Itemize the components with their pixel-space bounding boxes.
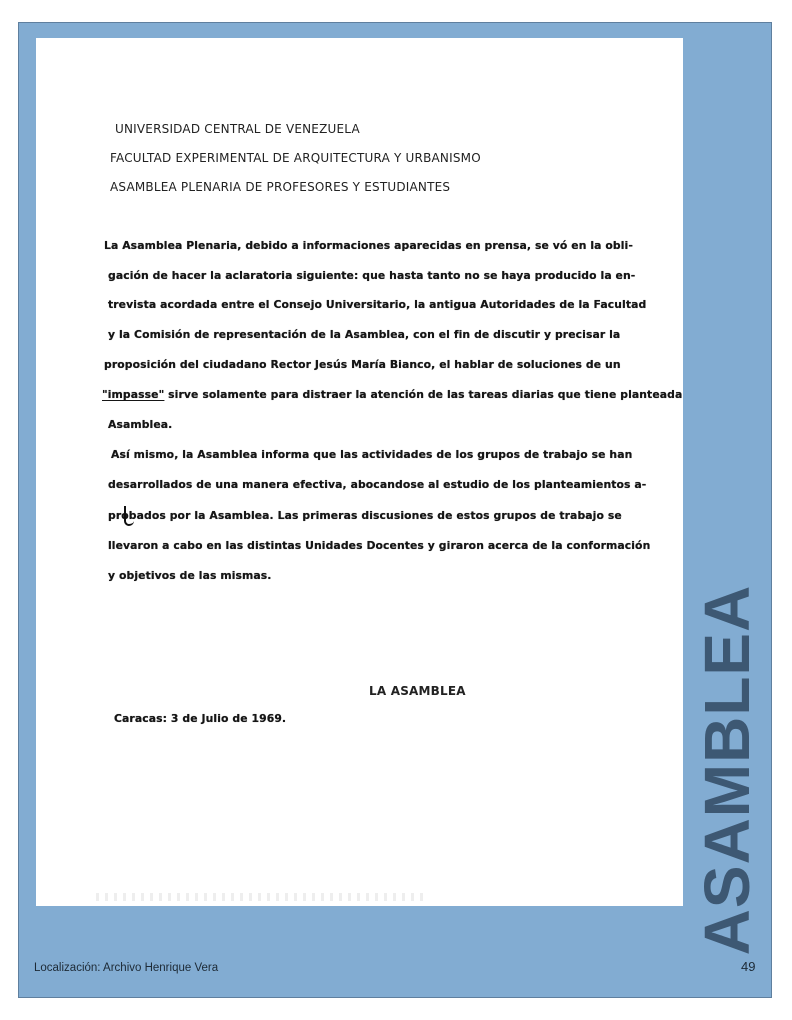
paragraph-1-line-4: y la Comisión de representación de la Asamblea, con el fin de discutir y precisar la — [108, 328, 621, 341]
paragraph-1-line-6-rest: sirve solamente para distraer la atención de las tareas diarias que tiene planteada — [164, 388, 683, 401]
archive-location: Localización: Archivo Henrique Vera — [34, 962, 219, 974]
paragraph-2-line-2: desarrollados de una manera efectiva, abocandose al estudio de los planteamientos a- — [108, 478, 647, 491]
scan-noise — [96, 893, 426, 901]
signature: LA ASAMBLEA — [369, 684, 466, 698]
header-line-1: UNIVERSIDAD CENTRAL DE VENEZUELA — [115, 122, 360, 136]
section-title-vertical: ASAMBLEA — [691, 584, 763, 956]
paragraph-1-line-3: trevista acordada entre el Consejo Universitario, la antigua Autoridades de la Facultad — [108, 298, 647, 311]
scanned-document — [36, 38, 683, 906]
paragraph-2-line-5: y objetivos de las mismas. — [108, 569, 272, 582]
paragraph-2-line-4: llevaron a cabo en las distintas Unidades Docentes y giraron acerca de la conformación — [108, 539, 651, 552]
paragraph-1-line-6 — [102, 388, 682, 401]
handwritten-mark — [124, 506, 134, 526]
impasse-word: "impasse" — [102, 388, 165, 401]
paragraph-2-line-1: Así mismo, la Asamblea informa que las actividades de los grupos de trabajo se han — [111, 448, 633, 461]
paragraph-1-line-1: La Asamblea Plenaria, debido a informaciones aparecidas en prensa, se vó en la obli- — [104, 239, 633, 252]
paragraph-2-line-3: probados por la Asamblea. Las primeras discusiones de estos grupos de trabajo se — [108, 509, 622, 522]
paragraph-1-line-2: gación de hacer la aclaratoria siguiente: que hasta tanto no se haya producido la en- — [108, 269, 636, 282]
header-line-2: FACULTAD EXPERIMENTAL DE ARQUITECTURA Y URBANISMO — [110, 151, 481, 165]
header-line-3: ASAMBLEA PLENARIA DE PROFESORES Y ESTUDIANTES — [110, 180, 451, 194]
paragraph-1-line-5: proposición del ciudadano Rector Jesús María Bianco, el hablar de soluciones de un — [104, 358, 621, 371]
document-date: Caracas: 3 de Julio de 1969. — [114, 712, 287, 725]
paragraph-1-end: Asamblea. — [108, 418, 173, 431]
page-number: 49 — [741, 959, 756, 974]
